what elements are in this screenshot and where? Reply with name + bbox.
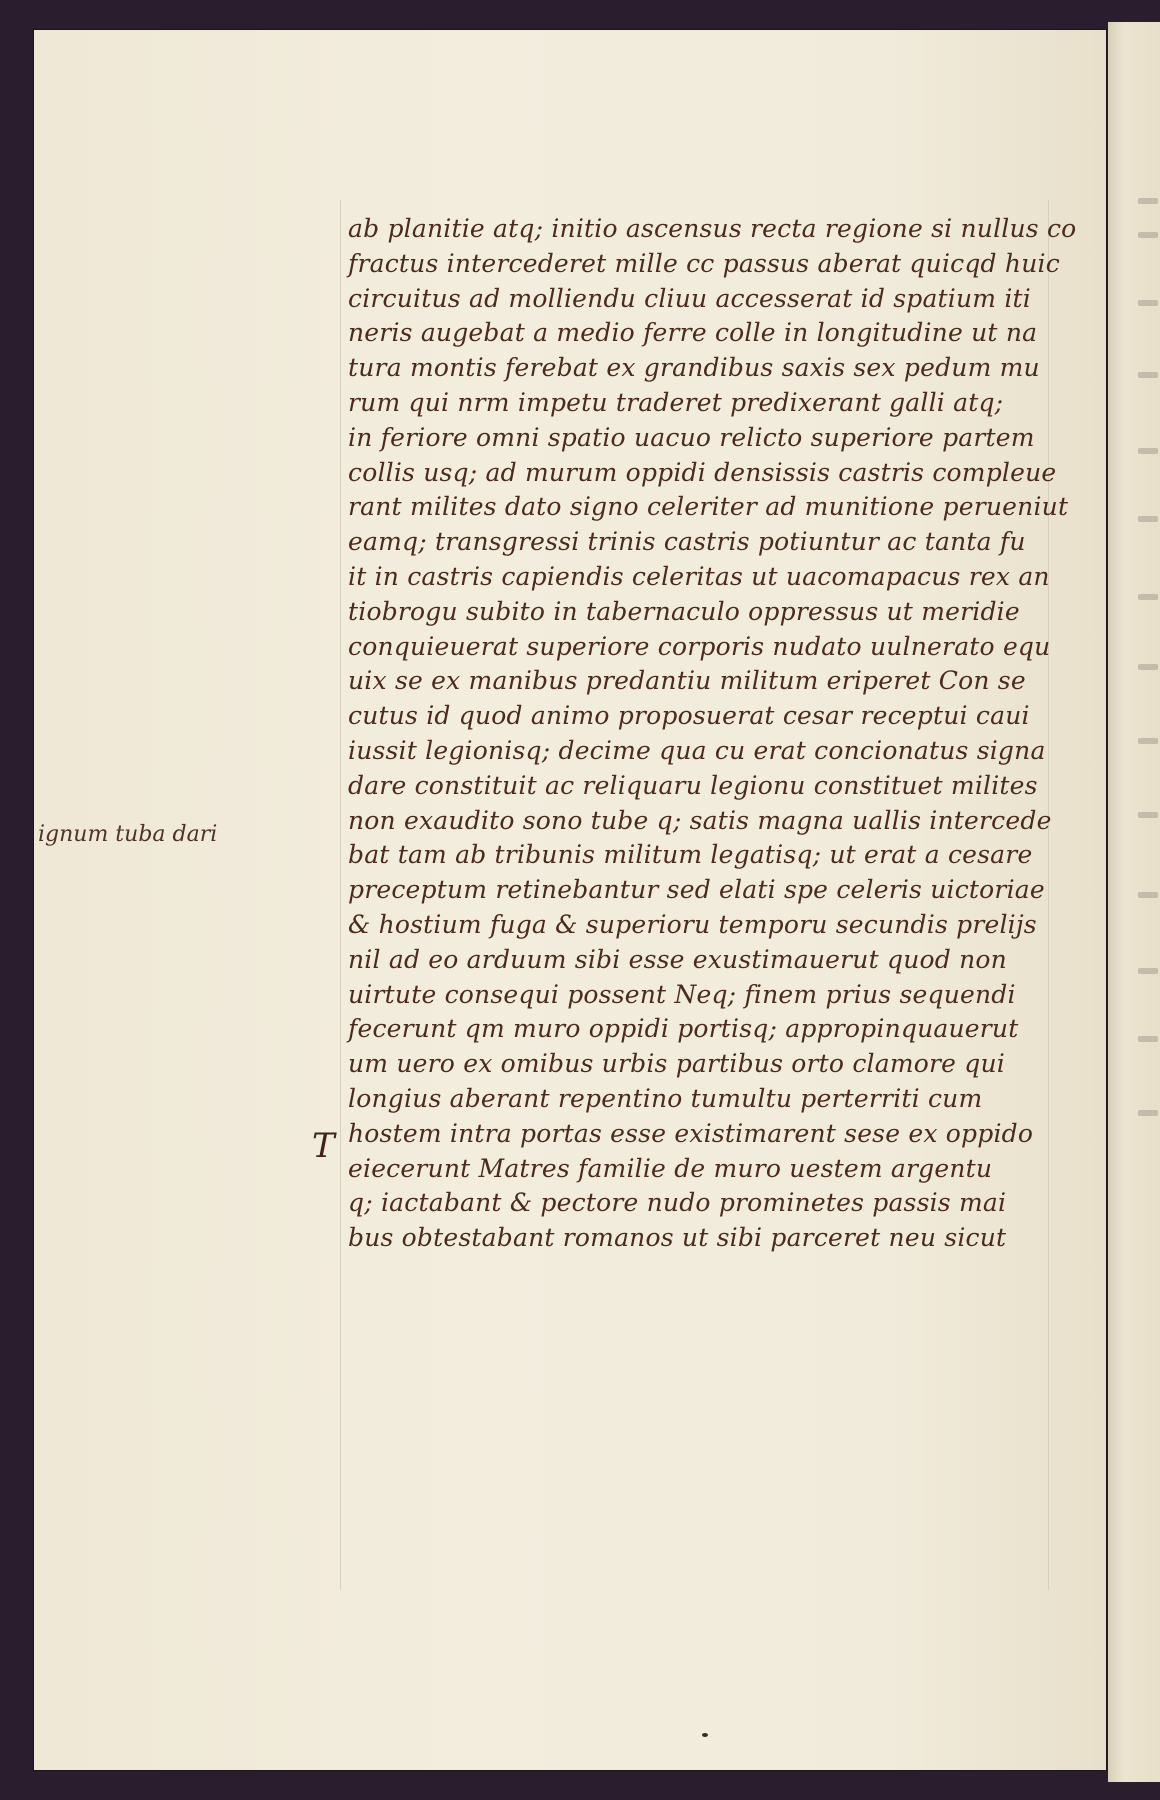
- text-line: eiecerunt Matres familie de muro uestem argentu: [348, 1153, 993, 1183]
- text-line: cutus id quod animo proposuerat cesar receptui caui: [348, 701, 1030, 731]
- text-line: it in castris capiendis celeritas ut uacomapacus rex an: [348, 561, 1050, 591]
- text-line: tura montis ferebat ex grandibus saxis sex pedum mu: [348, 353, 1040, 383]
- text-line: rum qui nrm impetu traderet predixerant galli atq;: [348, 387, 1004, 417]
- text-line: hostem intra portas esse existimarent sese ex oppido: [348, 1118, 1034, 1148]
- facing-page-trace: [1138, 738, 1158, 744]
- text-line: dare constituit ac reliquaru legionu constituet milites: [348, 770, 1038, 800]
- facing-page-trace: [1138, 892, 1158, 898]
- text-line: fecerunt qm muro oppidi portisq; appropinquauerut: [348, 1014, 1019, 1044]
- text-line: non exaudito sono tube q; satis magna uallis intercede: [348, 805, 1052, 835]
- text-line: tiobrogu subito in tabernaculo oppressus ut meridie: [348, 596, 1020, 626]
- facing-page-trace: [1138, 812, 1158, 818]
- text-line: uirtute consequi possent Neq; finem prius sequendi: [348, 979, 1016, 1009]
- text-line: circuitus ad molliendu cliuu accesserat id spatium iti: [348, 283, 1031, 313]
- facing-page-trace: [1138, 516, 1158, 522]
- text-line: neris augebat a medio ferre colle in longitudine ut na: [348, 318, 1038, 348]
- facing-page-trace: [1138, 448, 1158, 454]
- text-line: & hostium fuga & superioru temporu secundis prelijs: [348, 909, 1037, 939]
- text-line: rant milites dato signo celeriter ad munitione perueniut: [348, 492, 1069, 522]
- text-line: longius aberant repentino tumultu perterriti cum: [348, 1083, 983, 1113]
- facing-page-trace: [1138, 232, 1158, 238]
- text-line: bus obtestabant romanos ut sibi parceret neu sicut: [348, 1223, 1007, 1253]
- facing-page-trace: [1138, 198, 1158, 204]
- facing-page-trace: [1138, 968, 1158, 974]
- facing-page-trace: [1138, 1036, 1158, 1042]
- margin-note: ignum tuba dari: [38, 822, 218, 847]
- text-line: conquieuerat superiore corporis nudato uulnerato equ: [348, 631, 1051, 661]
- text-line: preceptum retinebantur sed elati spe celeris uictoriae: [348, 875, 1045, 905]
- text-line: iussit legionisq; decime qua cu erat concionatus signa: [348, 735, 1046, 765]
- text-line: bat tam ab tribunis militum legatisq; ut erat a cesare: [348, 840, 1033, 870]
- ink-dot: [702, 1733, 708, 1737]
- facing-page-trace: [1138, 1110, 1158, 1116]
- facing-page-trace: [1138, 664, 1158, 670]
- text-line: nil ad eo arduum sibi esse exustimauerut quod non: [348, 944, 1007, 974]
- ruling-line-left: [340, 200, 341, 1590]
- facing-page-trace: [1138, 594, 1158, 600]
- text-line: um uero ex omibus urbis partibus orto clamore qui: [348, 1049, 1005, 1079]
- text-line: uix se ex manibus predantiu militum eriperet Con se: [348, 666, 1026, 696]
- facing-page-trace: [1138, 300, 1158, 306]
- text-line: q; iactabant & pectore nudo prominetes passis mai: [348, 1188, 1007, 1218]
- initial-letter: T: [312, 1126, 335, 1166]
- text-line: in feriore omni spatio uacuo relicto superiore partem: [348, 422, 1035, 452]
- next-page-edge: [1108, 22, 1160, 1782]
- text-line: eamq; transgressi trinis castris potiuntur ac tanta fu: [348, 527, 1026, 557]
- facing-page-trace: [1138, 372, 1158, 378]
- text-line: ab planitie atq; initio ascensus recta regione si nullus co: [348, 214, 1077, 243]
- text-line: fractus intercederet mille cc passus aberat quicqd huic: [348, 248, 1060, 278]
- text-block: [348, 212, 1088, 1256]
- text-line: collis usq; ad murum oppidi densissis castris compleue: [348, 457, 1057, 487]
